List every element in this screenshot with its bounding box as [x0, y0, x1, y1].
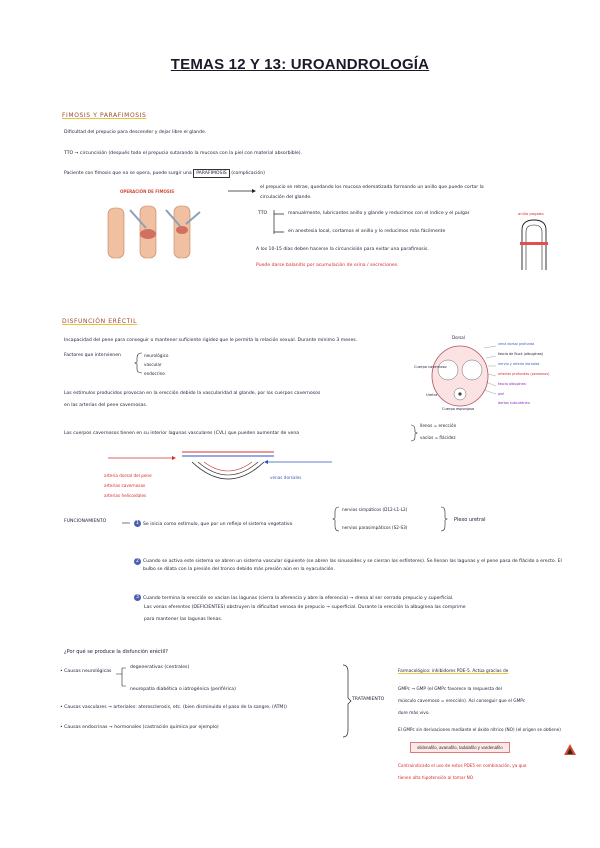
funcionamiento-label: FUNCIONAMIENTO — [64, 519, 107, 524]
text-line: en anestesia local, cortamos el anillo y lo reducimos más fácilmente — [288, 229, 446, 234]
anat-right: nervio y arteria dorsales — [498, 362, 540, 366]
text-line: para mantener las lagunas llenas. — [144, 617, 223, 622]
warning-line: tienen alta hipotensión al tomar NO. — [398, 775, 475, 780]
penis-sketch-icon — [516, 216, 556, 272]
text-line: circulación del glande. — [260, 195, 312, 200]
drugs-box: sildenafilo, avanafilo, tadalafilo y vardenafilo — [410, 742, 510, 753]
cause-item: • Causas vasculares → arteriales: aterosclerosis, etc. (bien disminuido el paso de la sangre, (ATM)) — [60, 705, 287, 710]
text-line: Los cuerpos cavernosos tienen en su interior lagunas vasculares (CVL) que pueden aumentar de vena — [64, 431, 300, 436]
arteria-item: arterias cavernosas — [104, 483, 146, 488]
trat-line: GMPc → GMP (el GMPc favorece la respuesta del — [398, 687, 502, 692]
trat-line: dure más vivo. — [398, 711, 430, 716]
section-heading-disfuncion: DISFUNCIÓN ERÉCTIL — [62, 318, 138, 325]
arteria-item: arteria dorsal del pene — [104, 473, 152, 478]
text-line: Dificultad del prepucio para descender y dejar libre el glande. — [64, 130, 207, 135]
text-line: manualmente, lubricantes anillo y glande y reducimos con el índice y el pulgar — [288, 211, 470, 216]
tto-label: TTO — [258, 211, 268, 216]
text-line: Las venas eferentes (DEFICIENTES) obstruyen la dificultad venosa de prepucio → superficial. Durante la erección la albugínea las comprime — [144, 605, 466, 610]
section-heading-porque: ¿Por qué se produce la disfunción eréctil? — [64, 649, 168, 655]
factor-item: neurológico — [144, 353, 169, 358]
red-note: Puede darse balanitis por acumulación de orina / secreciones. — [256, 263, 399, 268]
brace-item: llenos = erección — [420, 423, 457, 428]
cause-item: • Causas endocrinas → hormonales (castración química por ejemplo) — [60, 725, 219, 730]
figure-operacion-fimosis — [100, 190, 208, 266]
text-line: Incapacidad del pene para conseguir o mantener suficiente rigidez que le permita la relación sexual. Durante mínimo 3 meses. — [64, 338, 358, 343]
text-line: A los 10-15 días deben hacerse la circuncisión para evitar una parafimosis. — [256, 247, 429, 252]
cause-item: • Causas neurológicas — [60, 669, 112, 674]
figure-title: OPERACIÓN DE FIMOSIS — [120, 189, 175, 194]
func-right: Plexo uretral — [454, 517, 486, 523]
anat-right: vena dorsal profunda — [498, 342, 535, 346]
anatomy-diagram — [396, 335, 586, 414]
factor-item: endocrino — [144, 371, 165, 376]
warning-logo-icon — [564, 744, 576, 756]
trat-line: músculo cavernoso = erección). Así conseguir que el GMPc — [398, 699, 526, 704]
section-heading-fimosis: FIMOSIS Y PARAFIMOSIS — [62, 112, 147, 119]
trat-line: El GMPc sin derivaciones mediante el óxido nítrico (NO) (el origen se obtiene) — [398, 727, 561, 732]
venas-label: venas dorsales — [270, 475, 302, 480]
arteria-item: arterias helicoidales — [104, 493, 147, 498]
anat-left: Cuerpo cavernoso — [414, 365, 447, 369]
text-line: Los estímulos producidos provocan en la erección debido la vascularidad al glande, por los cuerpos cavernosos — [64, 391, 321, 396]
page-title: TEMAS 12 Y 13: UROANDROLOGÍA — [170, 56, 430, 73]
func-brace: nervios simpáticos (D12-L1-L2) — [342, 507, 408, 512]
text-line: en las arterias del pene cavernosas. — [64, 403, 148, 408]
anat-right: fascia albugínea — [498, 382, 526, 386]
brace-item: vacíos = flácidez — [420, 435, 456, 440]
anat-top: Dorsal — [452, 335, 465, 340]
tratamiento-label: TRATAMIENTO — [352, 697, 385, 702]
func-brace: nervios parasimpáticos (S2-S3) — [342, 525, 408, 530]
warning-line: Contraindicado el uso de estos PDE5 en combinación, ya que — [398, 763, 527, 768]
text-line: el prepucio se retrae, quedando los mucosa edematizada formando un anillo que puede cortar la — [260, 185, 484, 190]
func-step-2: 2 Cuando se activa este sistema se abren un sistema vascular siguiente (se abren las sinusoides y se cierran los esfínteres). Se llenan las lagunas y el pene pasa de flácido a erecto. El bulbo se dilata con la presión del tronco debido más presión aún en la eyaculación. — [135, 558, 562, 572]
factor-item: vascular — [144, 362, 162, 367]
func-step-3: 3 Cuando termina la erección se vacían las lagunas (cierra la aferencia y abre la eferencia) → drena al ser cerrado prepucio y superficial. — [135, 594, 454, 601]
anat-left: Cuerpo esponjoso — [442, 407, 475, 411]
func-step-1: 1 Se inicia como estímulo, que por un reflejo el sistema vegetativo — [135, 520, 293, 527]
factores-label: Factores que intervienen — [64, 353, 121, 358]
anat-right: arterias profundas (peneanas) — [498, 372, 550, 376]
anat-left: Uretra — [426, 393, 438, 397]
side-label: anillo pegado — [518, 211, 544, 216]
cause-sub: neuropatía diabética o iatrogénica (periférica) — [130, 687, 236, 692]
text-line: Paciente con fimosis que no se opera, puede surgir una PARAFIMOSIS (complicación) — [64, 171, 265, 176]
cause-sub: degenerativas (centrales) — [130, 665, 190, 670]
vessel-diagram — [178, 446, 278, 492]
anat-right: piel — [498, 392, 505, 396]
anat-right: fascia de Buck (albugínea) — [498, 352, 544, 356]
text-line: TTO → circuncisión (después todo el prepucio sutarando la mucosa con la piel con material absorbible). — [64, 151, 303, 156]
anat-right: dartos subcutáneo — [498, 401, 530, 405]
trat-line: Farmacológico: inhibidores PDE-5. Actúa gracias de — [398, 669, 509, 674]
parafimosis-box: PARAFIMOSIS — [193, 169, 230, 178]
